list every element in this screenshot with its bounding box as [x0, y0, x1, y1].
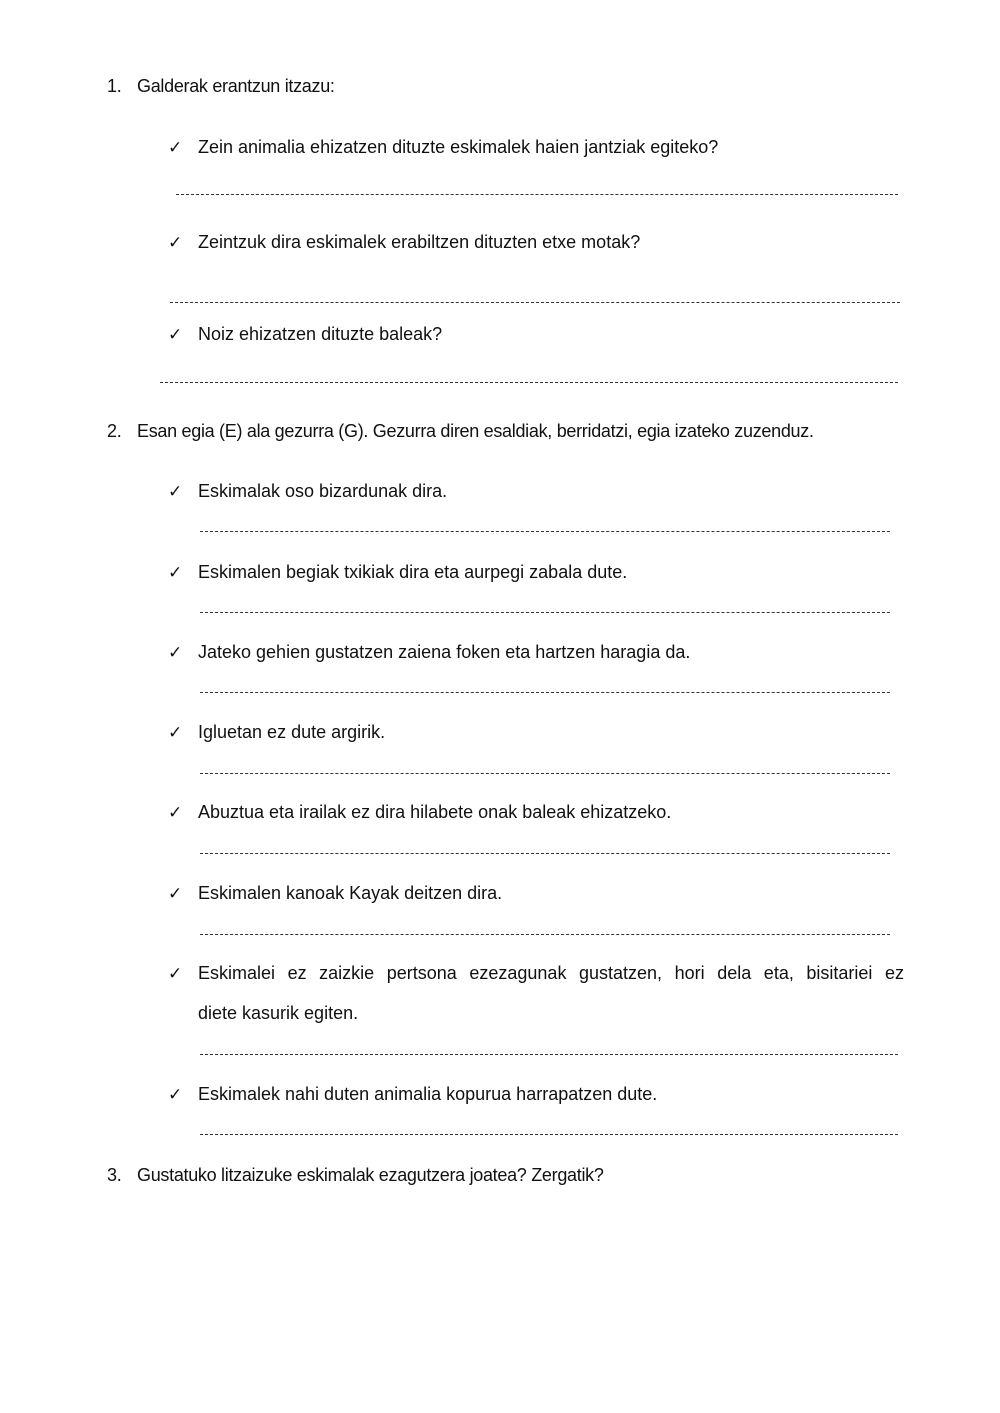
section-2-heading	[107, 421, 814, 442]
section-3-number: 3.	[107, 1165, 122, 1185]
statement-3	[168, 642, 690, 663]
statement-7-continuation	[198, 1003, 358, 1024]
answer-line[interactable]	[160, 382, 898, 383]
section-2-number: 2.	[107, 421, 122, 441]
statement-7	[168, 963, 904, 984]
statement-2	[168, 562, 627, 583]
check-icon: ✓	[168, 723, 183, 742]
answer-line[interactable]	[200, 612, 890, 613]
statement-8	[168, 1084, 657, 1105]
check-icon: ✓	[168, 563, 183, 582]
answer-line[interactable]	[200, 531, 890, 532]
statement-6	[168, 883, 502, 904]
statement-text: Eskimalak oso bizardunak dira.	[198, 481, 448, 501]
question-1-1	[168, 137, 718, 158]
check-icon: ✓	[168, 325, 183, 344]
answer-line[interactable]	[200, 853, 890, 854]
statement-text: Eskimalen begiak txikiak dira eta aurpegi zabala dute.	[198, 562, 628, 582]
section-1-number: 1.	[107, 76, 122, 96]
statement-1	[168, 481, 447, 502]
question-1-3	[168, 324, 442, 345]
check-icon: ✓	[168, 643, 183, 662]
section-3-title: Gustatuko litzaizuke eskimalak ezagutzera joatea? Zergatik?	[137, 1165, 604, 1185]
statement-text: Igluetan ez dute argirik.	[198, 722, 386, 742]
statement-text-line-2: diete kasurik egiten.	[198, 1003, 359, 1023]
section-1-title: Galderak erantzun itzazu:	[137, 76, 335, 96]
check-icon: ✓	[168, 482, 183, 501]
statement-text: Abuztua eta irailak ez dira hilabete onak baleak ehizatzeko.	[198, 802, 672, 822]
statement-text-line-1: Eskimalei ez zaizkie pertsona ezezagunak gustatzen, hori dela eta, bisitariei ez	[198, 963, 904, 983]
statement-text: Eskimalen kanoak Kayak deitzen dira.	[198, 883, 503, 903]
answer-line[interactable]	[176, 194, 898, 195]
answer-line[interactable]	[200, 934, 890, 935]
section-2-title: Esan egia (E) ala gezurra (G). Gezurra diren esaldiak, berridatzi, egia izateko zuzenduz.	[137, 421, 814, 441]
check-icon: ✓	[168, 138, 183, 157]
answer-line[interactable]	[170, 302, 900, 303]
check-icon: ✓	[168, 803, 183, 822]
section-1-heading	[107, 76, 335, 97]
check-icon: ✓	[168, 233, 183, 252]
statement-text: Jateko gehien gustatzen zaiena foken eta hartzen haragia da.	[198, 642, 691, 662]
statement-4	[168, 722, 385, 743]
question-text: Zeintzuk dira eskimalek erabiltzen dituzten etxe motak?	[198, 232, 641, 252]
statement-5	[168, 802, 671, 823]
question-1-2	[168, 232, 640, 253]
section-3-heading	[107, 1165, 604, 1186]
check-icon: ✓	[168, 884, 183, 903]
statement-text: Eskimalek nahi duten animalia kopurua harrapatzen dute.	[198, 1084, 658, 1104]
answer-line[interactable]	[200, 1054, 898, 1055]
question-text: Noiz ehizatzen dituzte baleak?	[198, 324, 443, 344]
answer-line[interactable]	[200, 773, 890, 774]
check-icon: ✓	[168, 1085, 183, 1104]
check-icon: ✓	[168, 964, 183, 983]
answer-line[interactable]	[200, 1134, 898, 1135]
question-text: Zein animalia ehizatzen dituzte eskimalek haien jantziak egiteko?	[198, 137, 719, 157]
answer-line[interactable]	[200, 692, 890, 693]
